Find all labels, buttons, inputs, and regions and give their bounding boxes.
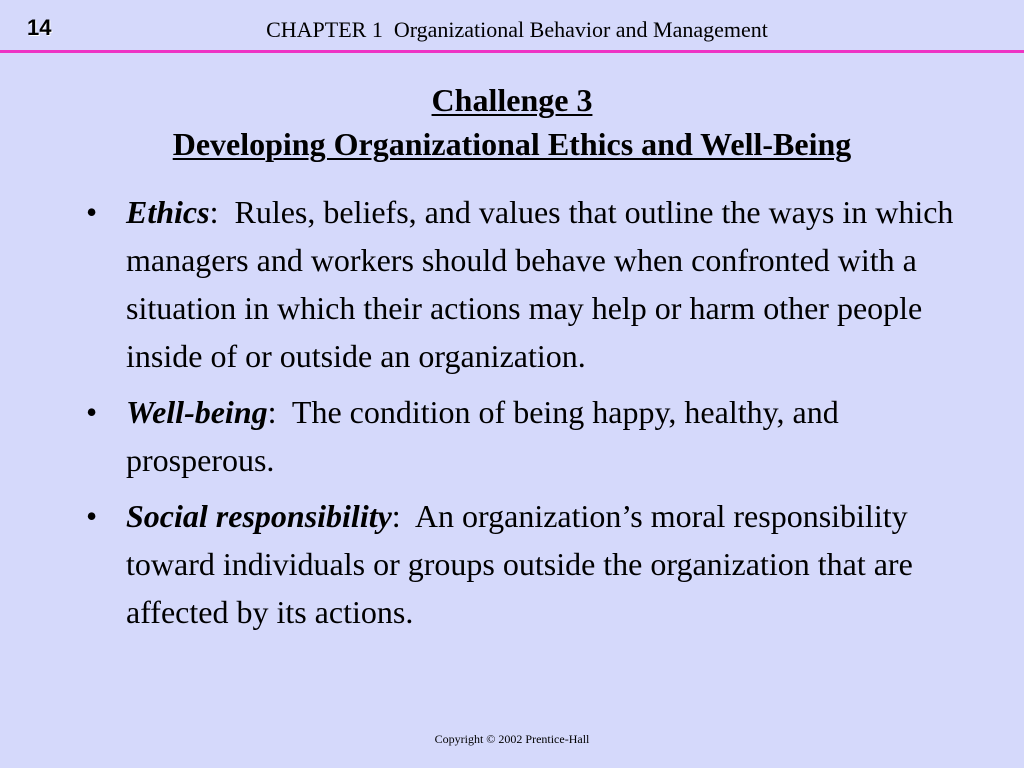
bullet-separator: : (209, 194, 219, 230)
slide-number: 14 (27, 15, 52, 40)
bullet-item-ethics (80, 188, 960, 380)
bullet-term: Well-being (126, 394, 268, 430)
bullet-term: Social responsibility (126, 498, 392, 534)
slide-title-line-2: Developing Organizational Ethics and Well-Being (172, 126, 852, 162)
bullet-list (80, 188, 960, 644)
bullet-item-well-being (80, 388, 960, 484)
bullet-separator: : (391, 498, 401, 534)
bullet-separator: : (267, 394, 277, 430)
bullet-definition: An organization’s moral responsibility toward individuals or groups outside the organization that are affected by its actions. (126, 498, 921, 630)
bullet-definition: Rules, beliefs, and values that outline the ways in which managers and workers should behave when confronted with a situation in which their actions may help or harm other people inside of or outside an organization. (126, 194, 962, 374)
bullet-icon: • (86, 194, 98, 230)
bullet-term: Ethics (126, 194, 210, 230)
bullet-item-social-responsibility (80, 492, 960, 636)
chapter-header: CHAPTER 1 Organizational Behavior and Management (266, 17, 768, 42)
bullet-icon: • (86, 394, 98, 430)
header-divider (0, 50, 1024, 53)
slide-title (0, 78, 1024, 166)
bullet-definition: The condition of being happy, healthy, and prosperous. (126, 394, 847, 478)
slide-title-line-1: Challenge 3 (431, 82, 593, 118)
copyright-footer: Copyright © 2002 Prentice-Hall (434, 732, 590, 746)
bullet-icon: • (86, 498, 98, 534)
